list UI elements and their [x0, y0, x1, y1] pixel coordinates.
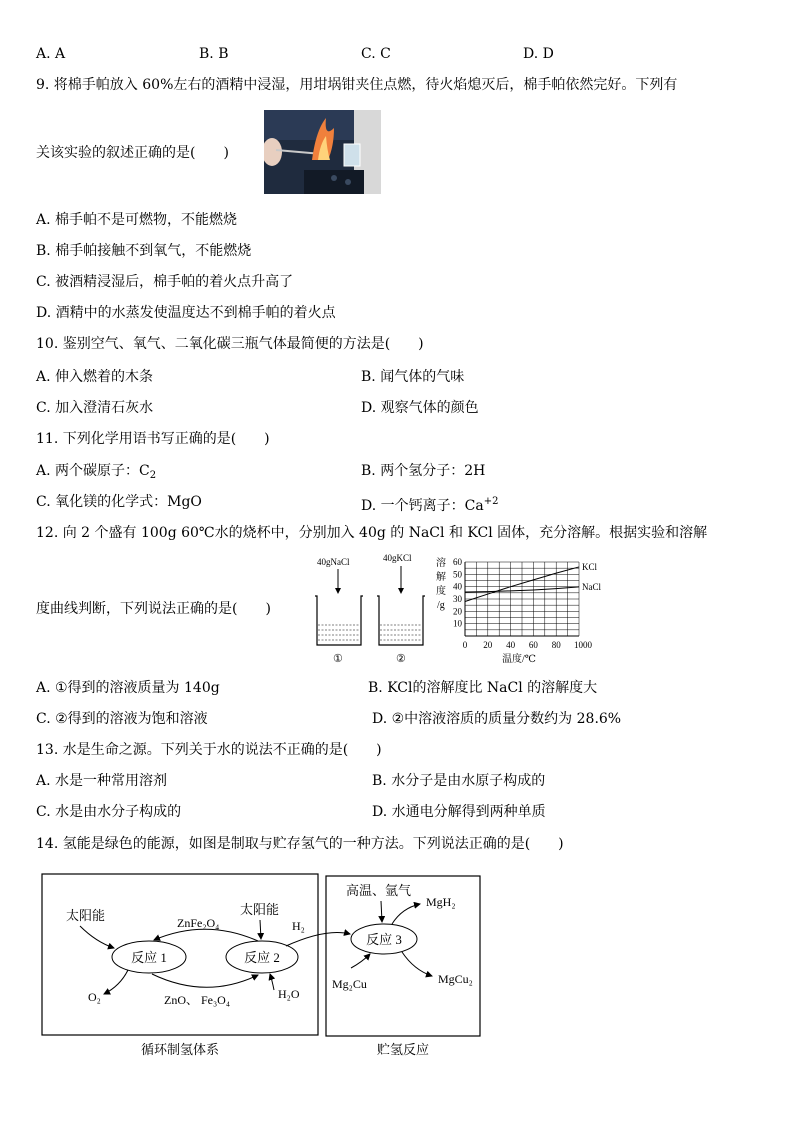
- x-tick-label: 20: [483, 640, 493, 650]
- y-tick-label: 20: [453, 606, 462, 617]
- q12-option-a: A. ①得到的溶液质量为 140g: [36, 680, 220, 696]
- storage-reaction-box: [326, 876, 480, 1036]
- reaction-1-label: 反应 1: [131, 950, 167, 965]
- caption-storage: 贮氢反应: [376, 1042, 430, 1057]
- beaker2-label: 40gKCl: [383, 553, 412, 563]
- q9-option-d: D. 酒精中的水蒸发使温度达不到棉手帕的着火点: [36, 305, 336, 321]
- mgh2-label: MgH₂: [426, 895, 456, 909]
- solar-energy-1: 太阳能: [66, 908, 106, 923]
- beaker2-number: ②: [396, 653, 406, 665]
- caption-cycle-system: 循环制氢体系: [140, 1042, 220, 1057]
- q13-option-d: D. 水通电分解得到两种单质: [372, 804, 546, 820]
- q9-option-a: A. 棉手帕不是可燃物，不能燃烧: [36, 212, 238, 228]
- q12-stem-cont: 度曲线判断，下列说法正确的是( ): [36, 601, 271, 617]
- q11-option-c: C. 氧化镁的化学式：MgO: [36, 494, 202, 510]
- o2-label: O₂: [88, 990, 101, 1004]
- q10-stem: 10. 鉴别空气、氧气、二氧化碳三瓶气体最简便的方法是( ): [36, 336, 424, 352]
- mgcu2-label: MgCu₂: [438, 972, 473, 986]
- solubility-chart: [432, 550, 612, 665]
- q9-stem: 9. 将棉手帕放入 60%左右的酒精中浸湿，用坩埚钳夹住点燃，待火焰熄灭后，棉手帕依然完好。下列有: [36, 77, 678, 93]
- h2o-label: H₂O: [278, 987, 300, 1001]
- x-tick-label: 1000: [574, 640, 592, 650]
- q14-stem: 14. 氢能是绿色的能源，如图是制取与贮存氢气的一种方法。下列说法正确的是( ): [36, 836, 564, 852]
- q13-option-b: B. 水分子是由水原子构成的: [372, 773, 546, 789]
- x-tick-label: 80: [551, 640, 561, 650]
- beaker-2: [377, 596, 425, 645]
- chart-ylabel-2: 解: [436, 572, 446, 583]
- beaker1-number: ①: [333, 653, 343, 665]
- bottom-products-label: ZnO、 Fe₃O₄: [164, 993, 231, 1007]
- y-tick-label: 50: [453, 569, 462, 580]
- q12-option-d: D. ②中溶液溶质的质量分数约为 28.6%: [372, 711, 622, 727]
- h2-label: H₂: [292, 919, 305, 933]
- q11-option-d: D. 一个钙离子：$Ca^{+2}$: [361, 496, 499, 514]
- mg2cu-label: Mg₂Cu: [332, 977, 367, 991]
- y-tick-label: 10: [453, 618, 462, 629]
- q10-option-d: D. 观察气体的颜色: [361, 400, 479, 416]
- q11-option-a: A. 两个碳原子：$C_2$: [36, 463, 157, 481]
- catalyst-top-label: ZnFe₂O₄: [177, 916, 220, 930]
- q13-option-c: C. 水是由水分子构成的: [36, 804, 182, 820]
- q9-option-c: C. 被酒精浸湿后，棉手帕的着火点升高了: [36, 274, 294, 290]
- conditions-label: 高温、氩气: [346, 883, 412, 898]
- x-tick-label: 0: [462, 640, 468, 650]
- chart-ylabel-4: /g: [437, 600, 445, 611]
- q9-experiment-photo: [264, 110, 381, 194]
- q10-option-a: A. 伸入燃着的木条: [36, 369, 154, 385]
- reaction-2-label: 反应 2: [244, 950, 280, 965]
- y-tick-label: 40: [453, 581, 462, 592]
- chart-ylabel-3: 度: [436, 586, 446, 597]
- reaction-3-label: 反应 3: [366, 932, 402, 947]
- beaker1-label: 40gNaCl: [317, 557, 350, 567]
- q12-beakers-figure: [305, 550, 435, 670]
- q8-option-a: A. A: [36, 46, 66, 62]
- q13-stem: 13. 水是生命之源。下列关于水的说法不正确的是( ): [36, 742, 382, 758]
- series-label-nacl: NaCl: [582, 581, 601, 592]
- q12-option-b: B. KCl的溶解度比 NaCl 的溶解度大: [368, 680, 598, 696]
- q9-option-b: B. 棉手帕接触不到氧气，不能燃烧: [36, 243, 252, 259]
- series-label-kcl: KCl: [582, 561, 598, 572]
- q11-stem: 11. 下列化学用语书写正确的是( ): [36, 431, 270, 447]
- chart-xlabel: 温度/℃: [502, 654, 536, 665]
- beaker-1: [315, 596, 363, 645]
- q11-option-b: B. 两个氢分子：2H: [361, 463, 486, 479]
- q12-stem: 12. 向 2 个盛有 100g 60℃水的烧杯中，分别加入 40g 的 NaCl 和 KCl 固体，充分溶解。根据实验和溶解: [36, 525, 708, 541]
- y-tick-label: 60: [453, 557, 462, 567]
- chart-ylabel-1: 溶: [436, 558, 446, 569]
- q8-option-c: C. C: [361, 46, 391, 62]
- q10-option-c: C. 加入澄清石灰水: [36, 400, 154, 416]
- q10-option-b: B. 闻气体的气味: [361, 369, 465, 385]
- hydrogen-diagram: [36, 868, 496, 1068]
- y-tick-label: 30: [453, 594, 462, 604]
- q12-option-c: C. ②得到的溶液为饱和溶液: [36, 711, 208, 727]
- x-tick-label: 60: [528, 640, 538, 650]
- q8-option-d: D. D: [523, 46, 554, 62]
- q13-option-a: A. 水是一种常用溶剂: [36, 773, 168, 789]
- x-tick-label: 40: [506, 640, 516, 650]
- q9-stem-cont: 关该实验的叙述正确的是( ): [36, 145, 229, 161]
- q8-option-b: B. B: [199, 46, 229, 62]
- solar-energy-2: 太阳能: [240, 902, 280, 917]
